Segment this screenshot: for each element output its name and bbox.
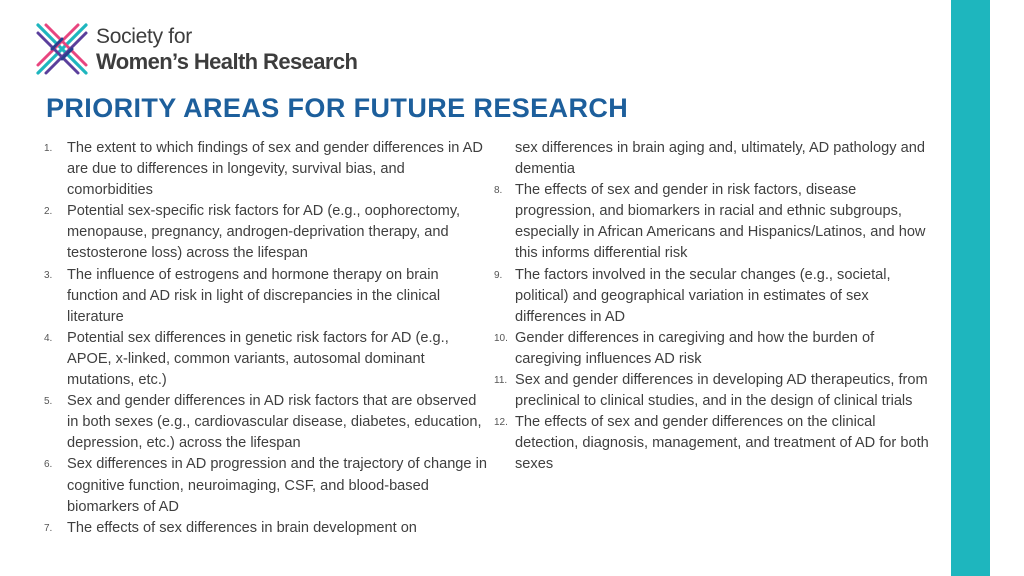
item-text: The influence of estrogens and hormone therapy on brain function and AD risk in light of discrepancies in the clinical literature: [67, 266, 441, 325]
item-number: 8.: [494, 185, 503, 197]
item-text: The effects of sex and gender in risk factors, disease progression, and biomarkers in racial and ethnic subgroups, especially in African Americans and Hispanics/Latinos, and how this informs differential risk: [515, 182, 926, 262]
item-number: 12.: [494, 417, 508, 429]
list-item: [494, 180, 934, 264]
item-text: Potential sex differences in genetic risk factors for AD (e.g., APOE, x-linked, common variants, autosomal dominant mutations, etc.): [67, 329, 449, 389]
accent-bar: [951, 0, 990, 576]
item-number: 10.: [494, 332, 508, 344]
list-item: [44, 265, 490, 328]
list-item: [44, 454, 490, 517]
item-text: sex differences in brain aging and, ultimately, AD pathology and dementia: [515, 140, 925, 178]
logo-icon: [32, 19, 92, 79]
logo-line-1: Society for: [96, 24, 192, 48]
list-item: [44, 201, 490, 264]
item-text: Sex and gender differences in AD risk factors that are observed in both sexes (e.g., cardiovascular disease, diabetes, education, depression, etc.) across the lifespan: [67, 393, 482, 452]
item-text: The extent to which findings of sex and gender differences in AD are due to differences in longevity, survival bias, and comorbidities: [67, 140, 483, 199]
item-text: Sex and gender differences in developing AD therapeutics, from preclinical to clinical studies, and in the design of clinical trials: [515, 372, 928, 410]
item-text: Gender differences in caregiving and how the burden of caregiving influences AD risk: [515, 329, 875, 367]
list-item: [44, 391, 490, 454]
list-item: [494, 412, 934, 475]
list-item-continuation: [494, 138, 934, 180]
priority-list-right: [494, 138, 934, 476]
item-text: Potential sex-specific risk factors for AD (e.g., oophorectomy, menopause, pregnancy, androgen-deprivation therapy, and testosterone loss) across the lifespan: [67, 203, 461, 262]
list-item: [44, 138, 490, 201]
priority-list-left: [44, 138, 490, 539]
item-number: 11.: [494, 375, 508, 387]
item-number: 7.: [44, 522, 53, 534]
item-number: 6.: [44, 459, 53, 471]
item-number: 5.: [44, 396, 53, 408]
item-number: 4.: [44, 332, 53, 344]
item-number: 2.: [44, 206, 53, 218]
item-number: 3.: [44, 269, 53, 281]
list-item: [494, 328, 934, 370]
page-title: PRIORITY AREAS FOR FUTURE RESEARCH: [46, 93, 629, 123]
list-item: [494, 265, 934, 328]
item-text: The effects of sex and gender differences on the clinical detection, diagnosis, management, and treatment of AD for both sexes: [515, 414, 929, 473]
item-number: 9.: [494, 269, 503, 281]
list-item: [494, 370, 934, 412]
item-number: 1.: [44, 143, 53, 154]
list-item: [44, 518, 490, 539]
logo-wordmark: [96, 26, 357, 73]
item-text: The effects of sex differences in brain development on: [67, 519, 417, 536]
item-text: The factors involved in the secular changes (e.g., societal, political) and geographical variation in estimates of sex differences in AD: [515, 266, 891, 325]
brand-logo: [32, 18, 357, 80]
list-item: [44, 328, 490, 391]
item-text: Sex differences in AD progression and the trajectory of change in cognitive function, neuroimaging, CSF, and blood-based biomarkers of AD: [67, 456, 487, 515]
logo-line-2: Women’s Health Research: [96, 48, 358, 74]
